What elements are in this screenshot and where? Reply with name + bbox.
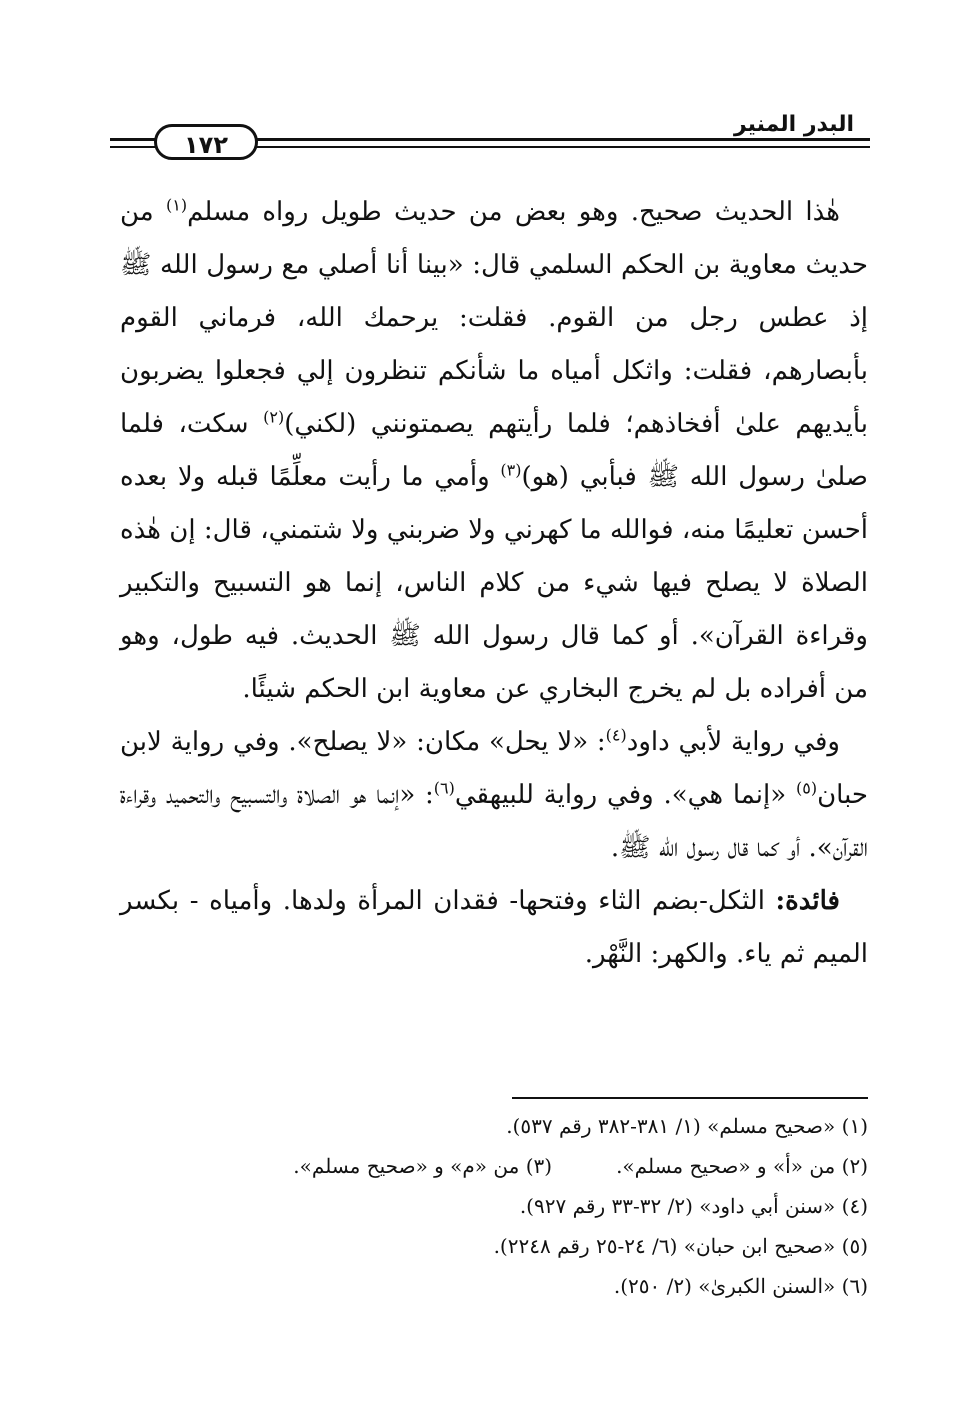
text-span: من حديث معاوية بن الحكم السلمي قال: «بينا أنا أصلي مع رسول الله ﷺ إذ عطس رجل من القوم. فقلت: يرحمك الله، فرماني القوم بأبصارهم، فقلت: واثكل أمياه ما شأنكم تنظرون إلي فجعلوا يضربون بأيديهم علىٰ أفخاذهم؛ فلما رأيتهم يصمتونني (لكني) [120,197,868,439]
text-span: سكت، فلما صلىٰ رسول الله ﷺ فبأبي (هو) [120,409,868,492]
main-text [120,186,868,981]
footnote-2-3 [120,1146,868,1186]
page-header [110,112,870,162]
paragraph-3 [120,875,868,981]
footnote-text: (٢) من «أ» و «صحيح مسلم». [616,1154,868,1178]
footnote-5 [120,1226,868,1266]
footnote-text: (٣) من «م» و «صحيح مسلم». [293,1154,553,1178]
paragraph-1 [120,186,868,716]
running-title: البدر المنير [726,112,862,137]
footnote-ref: (٣) [500,460,522,480]
footnote-1 [120,1106,868,1146]
footnote-ref: (٦) [433,778,455,798]
page-number: ١٧٢ [154,124,258,160]
footnotes [120,1106,868,1306]
footnote-ref: (٥) [795,778,818,798]
footnote-text: (٥) «صحيح ابن حبان» (٦/ ٢٤-٢٥ رقم ٢٢٤٨). [493,1234,868,1258]
text-span: وفي رواية لأبي داود [626,727,840,757]
paragraph-2 [120,716,868,875]
text-span: وأمي ما رأيت معلِّمًا قبله ولا بعده أحسن تعليمًا منه، فوالله ما كهرني ولا ضربني ولا شتمني، قال: إن هٰذه الصلاة لا يصلح فيها شيء من كلام الناس، إنما هو التسبيح والتكبير وقراءة القرآن». أو كما قال رسول الله ﷺ الحديث. فيه طول، وهو من أفراده بل لم يخرج البخاري عن معاوية ابن الحكم شيئًا. [120,462,868,704]
footnote-6 [120,1266,868,1306]
footnote-text: (١) «صحيح مسلم» (١/ ٣٨١-٣٨٢ رقم ٥٣٧). [506,1114,868,1138]
footnote-text: (٤) «سنن أبي داود» (٢/ ٣٢-٣٣ رقم ٩٢٧). [519,1194,868,1218]
footnote-4 [120,1186,868,1226]
text-span: : «لا يحل» مكان: «لا يصلح». وفي رواية لابن حبان [120,727,868,810]
footnote-ref: (٢) [263,407,285,427]
text-span: «إنما هي». وفي رواية للبيهقي [454,780,796,810]
footnote-text: (٦) «السنن الكبرىٰ» (٢/ ٢٥٠). [613,1274,868,1298]
footnote-ref: (١) [166,195,188,215]
footnote-ref: (٤) [605,725,627,745]
note-label: فائدة: [775,886,840,916]
text-span: الثكل-بضم الثاء وفتحها- فقدان المرأة ولدها. وأمياه - بكسر الميم ثم ياء. والكهر: النَّهْر. [120,886,868,969]
text-span: هٰذا الحديث صحيح. وهو بعض من حديث طويل رواه مسلم [187,197,840,227]
text-span: : «إنما هو الصلاة والتسبيح والتحميد وقراءة القرآن». أو كما قال رسول الله ﷺ. [120,780,868,863]
footnote-separator [512,1097,868,1099]
